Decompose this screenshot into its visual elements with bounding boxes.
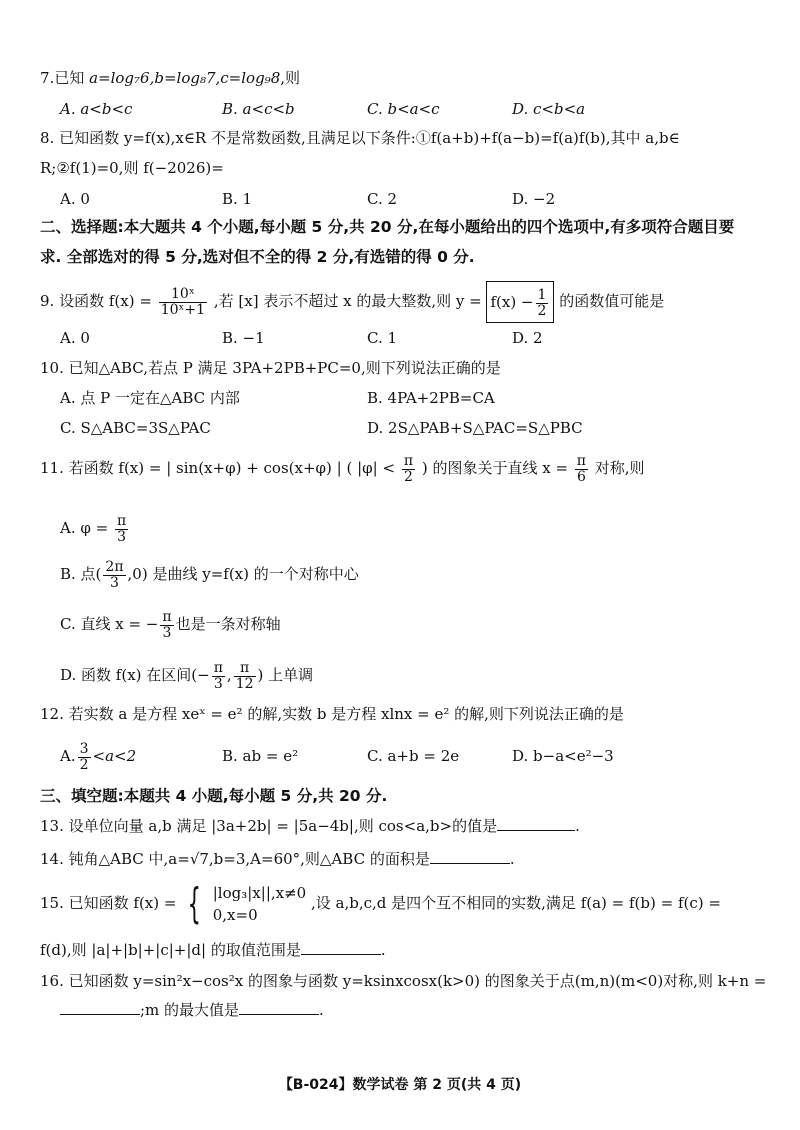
q7-option-a[interactable]: A. a<b<c xyxy=(60,100,133,118)
section2-heading-line2: 求. 全部选对的得 5 分,选对但不全的得 2 分,有选错的得 0 分. xyxy=(40,248,475,266)
q9-option-c[interactable]: C. 1 xyxy=(367,329,398,347)
q13-stem: 13. 设单位向量 a,b 满足 |3a+2b| = |5a−4b|,则 cos<a,b>的值是 . xyxy=(40,817,580,835)
q14-stem: 14. 钝角△ABC 中,a=√7,b=3,A=60°,则△ABC 的面积是 . xyxy=(40,850,515,868)
q15-answer-blank[interactable] xyxy=(301,940,381,955)
q9-option-b[interactable]: B. −1 xyxy=(222,329,265,347)
q11-stem: 11. 若函数 f(x) = | sin(x+φ) + cos(x+φ) | ( |φ| < $\frac{\pi}{2}$ ) 的图象关于直线 x = $\frac{\pi}{6}$ 对称,则 xyxy=(40,452,645,485)
q12-option-d[interactable]: D. b−a<e²−3 xyxy=(512,747,614,765)
q8-stem-line2: R;②f(1)=0,则 f(−2026)= xyxy=(40,159,224,177)
q7-stem: 7.已知 a=log₇6,b=log₈7,c=log₉8,则 xyxy=(40,69,301,87)
q7-option-c[interactable]: C. b<a<c xyxy=(367,100,440,118)
q9-option-a[interactable]: A. 0 xyxy=(60,329,90,347)
q16-stem-line1: 16. 已知函数 y=sin²x−cos²x 的图象与函数 y=ksinxcosx(k>0) 的图象关于点(m,n)(m<0)对称,则 k+n = xyxy=(40,972,767,990)
page-footer: 【B-024】数学试卷 第 2 页(共 4 页) xyxy=(278,1077,522,1093)
q9-stem: 9. 设函数 f(x) = $\frac{\text{10ˣ}}{\text{10ˣ+1}}$ ,若 [x] 表示不超过 x 的最大整数,则 y = f(x) − $\frac{1}{2}$ 的函数值可能是 xyxy=(40,281,664,321)
q10-option-b[interactable]: B. 4PA+2PB=CA xyxy=(367,389,495,407)
q11-option-a[interactable]: A. φ = $\frac{\pi}{3}$ xyxy=(60,512,127,545)
q15-stem-line2: f(d),则 |a|+|b|+|c|+|d| 的取值范围是 . xyxy=(40,941,386,959)
q8-option-a[interactable]: A. 0 xyxy=(60,190,90,208)
q12-option-a[interactable]: A. $\frac{3}{2}$ <a<2 xyxy=(60,740,137,773)
section2-heading-line1: 二、选择题:本大题共 4 个小题,每小题 5 分,共 20 分,在每小题给出的四个选项中,有多项符合题目要 xyxy=(40,218,735,236)
q10-stem: 10. 已知△ABC,若点 P 满足 3PA+2PB+PC=0,则下列说法正确的是 xyxy=(40,359,501,377)
q7-option-b[interactable]: B. a<c<b xyxy=(222,100,295,118)
q12-option-b[interactable]: B. ab = e² xyxy=(222,747,299,765)
q12-option-c[interactable]: C. a+b = 2e xyxy=(367,747,460,765)
q8-option-d[interactable]: D. −2 xyxy=(512,190,556,208)
q8-stem-line1: 8. 已知函数 y=f(x),x∈R 不是常数函数,且满足以下条件:①f(a+b)+f(a−b)=f(a)f(b),其中 a,b∈ xyxy=(40,129,680,147)
q15-stem: 15. 已知函数 f(x) = { |log₃|x||,x≠0 0,x=0 ,设 a,b,c,d 是四个互不相同的实数,满足 f(a) = f(b) = f(c) = xyxy=(40,879,721,928)
q16-answer-blank-2[interactable] xyxy=(239,1000,319,1015)
q12-stem: 12. 若实数 a 是方程 xeˣ = e² 的解,实数 b 是方程 xlnx = e² 的解,则下列说法正确的是 xyxy=(40,705,624,723)
q8-option-c[interactable]: C. 2 xyxy=(367,190,398,208)
section3-heading: 三、填空题:本题共 4 小题,每小题 5 分,共 20 分. xyxy=(40,787,388,805)
q16-answer-blank-1[interactable] xyxy=(60,1000,140,1015)
q10-option-a[interactable]: A. 点 P 一定在△ABC 内部 xyxy=(60,389,240,407)
q8-option-b[interactable]: B. 1 xyxy=(222,190,253,208)
q11-option-d[interactable]: D. 函数 f(x) 在区间(− $\frac{\pi}{3}$ , $\frac{\pi}{12}$ ) 上单调 xyxy=(60,659,314,692)
q7-option-d[interactable]: D. c<b<a xyxy=(512,100,586,118)
q11-option-c[interactable]: C. 直线 x = − $\frac{\pi}{3}$ 也是一条对称轴 xyxy=(60,608,281,641)
q13-answer-blank[interactable] xyxy=(497,816,575,831)
q10-option-c[interactable]: C. S△ABC=3S△PAC xyxy=(60,419,211,437)
q10-option-d[interactable]: D. 2S△PAB+S△PAC=S△PBC xyxy=(367,419,583,437)
q16-stem-line2: ;m 的最大值是 . xyxy=(60,1000,324,1020)
q14-answer-blank[interactable] xyxy=(430,849,510,864)
q9-option-d[interactable]: D. 2 xyxy=(512,329,543,347)
q11-option-b[interactable]: B. 点( $\frac{2\pi}{3}$ ,0) 是曲线 y=f(x) 的一个对称中心 xyxy=(60,558,359,591)
